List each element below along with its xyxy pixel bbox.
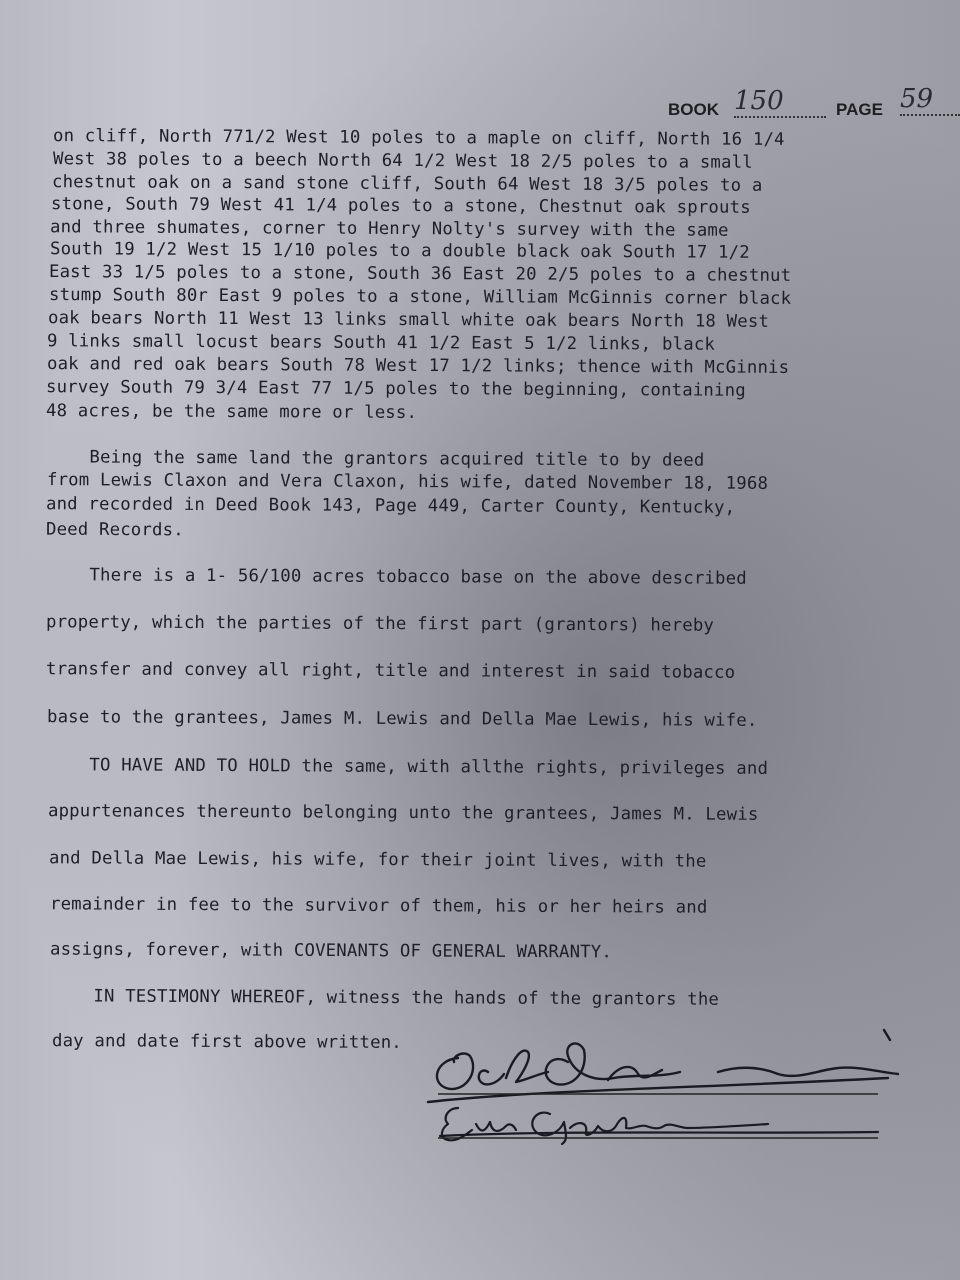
text-line: transfer and convey all right, title and interest in said tobacco [45,659,736,683]
text-line: West 38 poles to a beech North 64 1/2 West 18 2/5 poles to a small [52,149,753,173]
text-line: assigns, forever, with COVENANTS OF GENERAL WARRANTY. [49,939,613,963]
book-label: BOOK [668,100,719,119]
page-label: PAGE [836,100,883,119]
book-page-header [668,84,960,126]
text-line: property, which the parties of the first part (grantors) hereby [45,612,715,636]
handwritten-signatures-icon [418,1022,918,1152]
page-number: 59 [900,84,960,116]
text-line: 9 links small locust bears South 41 1/2 East 5 1/2 links, black [46,331,716,355]
text-line: TO HAVE AND TO HOLD the same, with allthe rights, privileges and [46,755,769,779]
text-line: on cliff, North 771/2 West 10 poles to a maple on cliff, North 16 1/4 [52,126,785,150]
text-line: and Della Mae Lewis, his wife, for their joint lives, with the [48,848,707,872]
text-line: oak bears North 11 West 13 links small white oak bears North 18 West [47,308,770,332]
text-line: chestnut oak on a sand stone cliff, South 64 West 18 3/5 poles to a [51,172,763,196]
text-line: remainder in fee to the survivor of them, his or her heirs and [49,894,708,918]
text-line: stone, South 79 West 41 1/4 poles to a stone, Chestnut oak sprouts [50,194,751,218]
text-line: survey South 79 3/4 East 77 1/5 poles to the beginning, containing [45,377,746,401]
text-line: Being the same land the grantors acquired title to by deed [46,447,705,471]
text-line: day and date first above written. [51,1031,403,1053]
book-number: 150 [734,86,826,118]
text-line: base to the grantees, James M. Lewis and Della Mae Lewis, his wife. [46,707,758,731]
text-line: and recorded in Deed Book 143, Page 449, Carter County, Kentucky, [45,494,736,518]
text-line: IN TESTIMONY WHEREOF, witness the hands of the grantors the [50,986,720,1010]
text-line: There is a 1- 56/100 acres tobacco base on the above described [46,565,747,589]
text-line: appurtenances thereunto belonging unto the grantees, James M. Lewis [47,801,759,825]
text-line: 48 acres, be the same more or less. [45,401,418,423]
signature-ocie-goodwin [428,1030,898,1102]
text-line: East 33 1/5 poles to a stone, South 36 East 20 2/5 poles to a chestnut [48,262,792,286]
text-line: South 19 1/2 West 15 1/10 poles to a double black oak South 17 1/2 [49,239,750,263]
text-line: from Lewis Claxon and Vera Claxon, his wife, dated November 18, 1968 [46,470,769,494]
text-line: and three shumates, corner to Henry Nolty's survey with the same [49,217,729,241]
signature-block [418,1022,918,1152]
text-line: Deed Records. [45,519,184,541]
text-line: oak and red oak bears South 78 West 17 1/2 links; thence with McGinnis [46,354,790,378]
text-line: stump South 80r East 9 poles to a stone, William McGinnis corner black [48,285,792,309]
